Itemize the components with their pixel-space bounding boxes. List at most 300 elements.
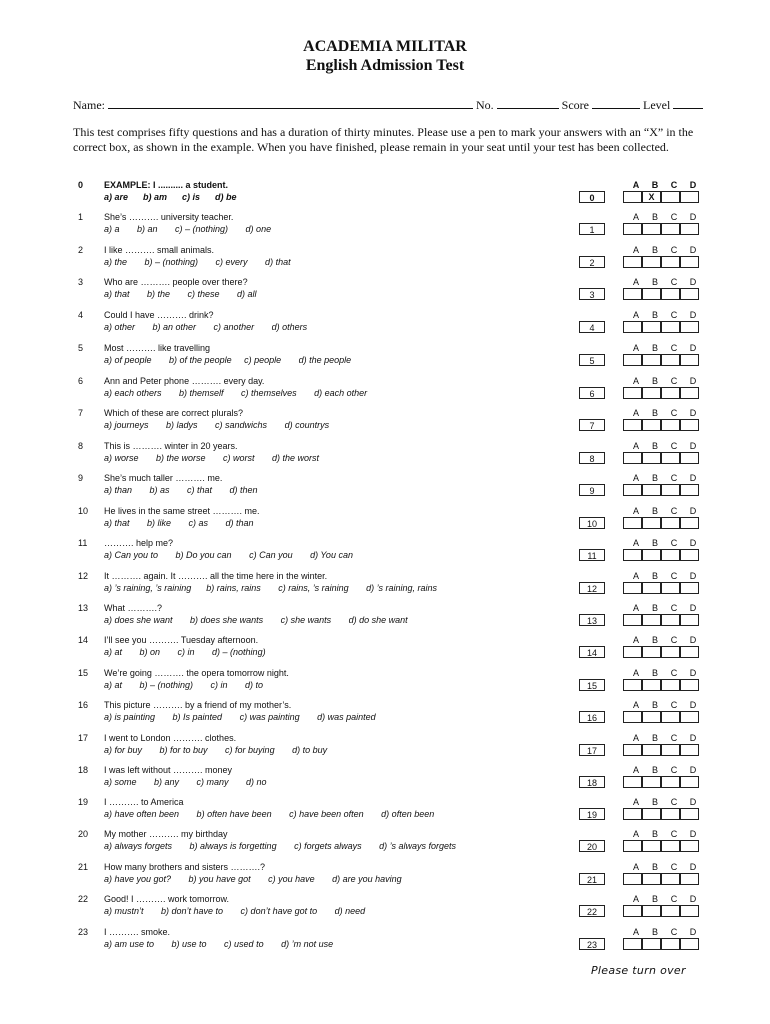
question-row xyxy=(0,829,770,859)
answer-letter: C xyxy=(670,408,678,418)
question-number-box: 13 xyxy=(579,614,605,626)
question-stem: ………. help me? xyxy=(104,538,174,548)
answer-box-c[interactable] xyxy=(661,614,680,626)
question-stem: I’ll see you ………. Tuesday afternoon. xyxy=(104,635,259,645)
question-number-box: 10 xyxy=(579,517,605,529)
answer-box-b[interactable] xyxy=(642,646,661,658)
answer-letter: D xyxy=(689,927,697,937)
answer-box-b[interactable] xyxy=(642,452,661,464)
answer-letter: B xyxy=(651,571,658,581)
answer-letter: C xyxy=(670,538,678,548)
answer-box-d[interactable] xyxy=(680,387,699,399)
answer-box-c[interactable] xyxy=(661,191,680,203)
answer-box-c[interactable] xyxy=(661,679,680,691)
answer-box-a[interactable] xyxy=(623,549,642,561)
question-row xyxy=(0,635,770,665)
answer-boxes xyxy=(623,938,699,950)
question-number-box: 8 xyxy=(579,452,605,464)
answer-letter: B xyxy=(651,180,659,190)
question-number-box: 7 xyxy=(579,419,605,431)
answer-letter: B xyxy=(651,310,658,320)
answer-options: a) each others b) themself c) themselves d) each other xyxy=(104,388,368,398)
turn-over-note: Please turn over xyxy=(591,964,686,977)
question-stem: She’s much taller ………. me. xyxy=(104,473,223,483)
question-stem: It ………. again. It ………. all the time here in the winter. xyxy=(104,571,328,581)
answer-options: a) journeys b) ladys c) sandwichs d) countrys xyxy=(104,420,330,430)
answer-letter: B xyxy=(651,797,658,807)
question-number: 23 xyxy=(78,927,89,937)
answer-letter: D xyxy=(689,700,697,710)
answer-boxes xyxy=(623,614,699,626)
question-row xyxy=(0,538,770,568)
question-row xyxy=(0,441,770,471)
answer-letter: D xyxy=(689,245,697,255)
answer-letter: C xyxy=(670,668,678,678)
question-number: 11 xyxy=(78,538,88,548)
answer-letter: B xyxy=(651,894,658,904)
answer-letters xyxy=(625,927,703,937)
answer-box-c[interactable] xyxy=(661,646,680,658)
answer-letter: A xyxy=(632,441,639,451)
answer-letter: D xyxy=(689,343,697,353)
answer-box-b[interactable] xyxy=(642,288,661,300)
answer-box-a[interactable] xyxy=(623,614,642,626)
answer-letter: D xyxy=(689,797,697,807)
answer-box-d[interactable] xyxy=(680,614,699,626)
question-row xyxy=(0,797,770,827)
question-number-box: 12 xyxy=(579,582,605,594)
answer-boxes xyxy=(623,223,699,235)
question-number: 19 xyxy=(78,797,89,807)
answer-boxes xyxy=(623,840,699,852)
answer-box-c[interactable] xyxy=(661,840,680,852)
answer-box-d[interactable] xyxy=(680,808,699,820)
question-row xyxy=(0,603,770,633)
answer-box-d[interactable] xyxy=(680,484,699,496)
question-number-box: 23 xyxy=(579,938,605,950)
answer-options: a) of people b) of the people c) people d) the people xyxy=(104,355,352,365)
answer-box-d[interactable] xyxy=(680,938,699,950)
answer-box-b[interactable] xyxy=(642,905,661,917)
answer-box-c[interactable] xyxy=(661,776,680,788)
answer-letter: A xyxy=(632,668,639,678)
answer-options: a) worse b) the worse c) worst d) the worst xyxy=(104,453,320,463)
answer-box-d[interactable] xyxy=(680,905,699,917)
answer-letter: C xyxy=(670,212,678,222)
question-number-box: 18 xyxy=(579,776,605,788)
answer-box-b[interactable] xyxy=(642,873,661,885)
answer-box-c[interactable] xyxy=(661,873,680,885)
answer-letter: A xyxy=(632,733,639,743)
question-stem: Who are ………. people over there? xyxy=(104,277,248,287)
answer-letter: D xyxy=(689,376,697,386)
question-number-box: 14 xyxy=(579,646,605,658)
answer-letter: C xyxy=(670,343,678,353)
answer-box-d[interactable] xyxy=(680,256,699,268)
answer-letter: B xyxy=(651,343,658,353)
answer-letter: B xyxy=(651,245,658,255)
answer-box-b[interactable] xyxy=(642,321,661,333)
question-number: 20 xyxy=(78,829,89,839)
question-row xyxy=(0,343,770,373)
question-row xyxy=(0,506,770,536)
answer-box-b[interactable] xyxy=(642,517,661,529)
answer-letter: A xyxy=(632,894,639,904)
answer-options: a) at b) – (nothing) c) in d) to xyxy=(104,680,264,690)
answer-box-c[interactable] xyxy=(661,288,680,300)
answer-letters xyxy=(625,797,703,807)
answer-box-b[interactable] xyxy=(642,484,661,496)
answer-letter: D xyxy=(689,894,697,904)
answer-letter: C xyxy=(670,245,678,255)
answer-boxes xyxy=(623,808,699,820)
answer-letter: C xyxy=(670,277,678,287)
answer-box-a[interactable] xyxy=(623,223,642,235)
answer-letter: D xyxy=(689,212,697,222)
answer-letters xyxy=(625,635,703,645)
answer-box-d[interactable] xyxy=(680,549,699,561)
question-number: 16 xyxy=(78,700,89,710)
question-number: 1 xyxy=(78,212,84,222)
answer-options: a) have often been b) often have been c) have been often d) often been xyxy=(104,809,435,819)
answer-letters xyxy=(625,343,703,353)
answer-box-b[interactable] xyxy=(642,679,661,691)
answer-boxes xyxy=(623,288,699,300)
question-number-box: 2 xyxy=(579,256,605,268)
answer-box-b[interactable] xyxy=(642,744,661,756)
answer-box-c[interactable] xyxy=(661,938,680,950)
answer-box-a[interactable] xyxy=(623,744,642,756)
answer-box-c[interactable] xyxy=(661,549,680,561)
answer-letters xyxy=(625,894,703,904)
answer-box-d[interactable] xyxy=(680,711,699,723)
question-row xyxy=(0,700,770,730)
answer-options: a) ’s raining, ’s raining b) rains, rains c) rains, ’s raining d) ’s raining, rains xyxy=(104,583,437,593)
answer-options: a) that b) the c) these d) all xyxy=(104,289,257,299)
answer-box-b[interactable] xyxy=(642,614,661,626)
answer-boxes xyxy=(623,549,699,561)
answer-boxes xyxy=(623,776,699,788)
answer-letter: D xyxy=(689,571,697,581)
answer-letters xyxy=(625,408,703,418)
question-number: 12 xyxy=(78,571,89,581)
answer-box-a[interactable] xyxy=(623,288,642,300)
answer-boxes xyxy=(623,517,699,529)
question-row xyxy=(0,212,770,242)
answer-box-d[interactable] xyxy=(680,744,699,756)
answer-letter: D xyxy=(689,180,697,190)
question-number: 3 xyxy=(78,277,84,287)
answer-letter: C xyxy=(670,733,678,743)
question-number-box: 6 xyxy=(579,387,605,399)
answer-letter: B xyxy=(651,376,658,386)
question-stem: I ………. to America xyxy=(104,797,184,807)
answer-boxes xyxy=(623,679,699,691)
answer-letter: A xyxy=(632,277,639,287)
answer-box-a[interactable] xyxy=(623,419,642,431)
answer-letter: C xyxy=(670,862,678,872)
answer-box-a[interactable] xyxy=(623,582,642,594)
answer-letter: D xyxy=(689,277,697,287)
question-stem: What ……….? xyxy=(104,603,163,613)
answer-box-b[interactable] xyxy=(642,582,661,594)
answer-letter: B xyxy=(651,765,658,775)
answer-letter: D xyxy=(689,506,697,516)
answer-letter: B xyxy=(651,473,658,483)
answer-box-c[interactable] xyxy=(661,256,680,268)
answer-box-b[interactable] xyxy=(642,711,661,723)
answer-letter: A xyxy=(632,473,639,483)
answer-boxes xyxy=(623,905,699,917)
answer-box-d[interactable] xyxy=(680,321,699,333)
answer-boxes xyxy=(623,582,699,594)
answer-letter: D xyxy=(689,668,697,678)
answer-letter: C xyxy=(670,700,678,710)
question-number: 2 xyxy=(78,245,84,255)
question-number: 13 xyxy=(78,603,89,613)
answer-box-c[interactable] xyxy=(661,321,680,333)
test-title: ACADEMIA MILITAR xyxy=(303,38,467,55)
question-stem: He lives in the same street ………. me. xyxy=(104,506,260,516)
answer-box-b[interactable] xyxy=(642,256,661,268)
answer-letter: B xyxy=(651,538,658,548)
answer-options: a) the b) – (nothing) c) every d) that xyxy=(104,257,291,267)
answer-letters xyxy=(625,212,703,222)
question-number: 22 xyxy=(78,894,89,904)
answer-letter: D xyxy=(689,733,697,743)
answer-box-d[interactable] xyxy=(680,840,699,852)
answer-letter: C xyxy=(670,765,678,775)
answer-box-d[interactable] xyxy=(680,223,699,235)
answer-letters xyxy=(625,538,703,548)
question-number: 10 xyxy=(78,506,89,516)
answer-box-c[interactable] xyxy=(661,582,680,594)
question-stem: Most ………. like travelling xyxy=(104,343,211,353)
question-stem: She’s ………. university teacher. xyxy=(104,212,234,222)
answer-box-c[interactable] xyxy=(661,419,680,431)
answer-box-a[interactable] xyxy=(623,808,642,820)
question-number: 9 xyxy=(78,473,84,483)
question-number: 6 xyxy=(78,376,84,386)
answer-box-b[interactable]: X xyxy=(642,191,661,203)
answer-options: a) is painting b) Is painted c) was painting d) was painted xyxy=(104,712,376,722)
question-number-box: 15 xyxy=(579,679,605,691)
answer-options: a) than b) as c) that d) then xyxy=(104,485,258,495)
answer-options: a) some b) any c) many d) no xyxy=(104,777,267,787)
answer-options: a) does she want b) does she wants c) she wants d) do she want xyxy=(104,615,408,625)
answer-letter: A xyxy=(632,765,639,775)
question-number: 14 xyxy=(78,635,89,645)
answer-box-a[interactable] xyxy=(623,776,642,788)
answer-letter: A xyxy=(632,212,639,222)
question-row xyxy=(0,765,770,795)
answer-box-c[interactable] xyxy=(661,223,680,235)
answer-box-b[interactable] xyxy=(642,419,661,431)
answer-box-a[interactable] xyxy=(623,452,642,464)
name-label: Name: xyxy=(73,98,105,112)
question-number-box: 20 xyxy=(579,840,605,852)
answer-letter: A xyxy=(632,797,639,807)
answer-letter: B xyxy=(651,277,658,287)
answer-letter: D xyxy=(689,635,697,645)
answer-box-a[interactable] xyxy=(623,321,642,333)
answer-letter: A xyxy=(632,571,639,581)
answer-letter: D xyxy=(689,473,697,483)
answer-box-b[interactable] xyxy=(642,223,661,235)
answer-boxes xyxy=(623,256,699,268)
answer-box-a[interactable] xyxy=(623,711,642,723)
answer-box-c[interactable] xyxy=(661,905,680,917)
question-stem: This picture ………. by a friend of my mother’s. xyxy=(104,700,292,710)
answer-letter: A xyxy=(632,829,639,839)
answer-letter: A xyxy=(632,700,639,710)
question-row xyxy=(0,571,770,601)
answer-box-c[interactable] xyxy=(661,744,680,756)
answer-box-a[interactable] xyxy=(623,905,642,917)
question-number-box: 19 xyxy=(579,808,605,820)
answer-box-d[interactable] xyxy=(680,679,699,691)
question-stem: My mother ………. my birthday xyxy=(104,829,228,839)
question-row xyxy=(0,277,770,307)
answer-box-a[interactable] xyxy=(623,679,642,691)
answer-box-c[interactable] xyxy=(661,808,680,820)
answer-letters xyxy=(625,376,703,386)
question-number: 5 xyxy=(78,343,84,353)
question-stem: We’re going ………. the opera tomorrow night. xyxy=(104,668,289,678)
answer-letter: C xyxy=(670,927,678,937)
answer-box-c[interactable] xyxy=(661,354,680,366)
answer-box-b[interactable] xyxy=(642,808,661,820)
question-row xyxy=(0,894,770,924)
question-stem: I went to London ………. clothes. xyxy=(104,733,237,743)
answer-box-c[interactable] xyxy=(661,711,680,723)
answer-box-b[interactable] xyxy=(642,840,661,852)
answer-letter: B xyxy=(651,668,658,678)
question-number-box: 16 xyxy=(579,711,605,723)
question-stem: EXAMPLE: I .......... a student. xyxy=(104,180,229,190)
question-row xyxy=(0,245,770,275)
answer-letter: A xyxy=(632,862,639,872)
answer-box-d[interactable] xyxy=(680,452,699,464)
answer-box-d[interactable] xyxy=(680,646,699,658)
answer-box-d[interactable] xyxy=(680,191,699,203)
question-stem: I like ………. small animals. xyxy=(104,245,215,255)
answer-box-d[interactable] xyxy=(680,776,699,788)
answer-box-d[interactable] xyxy=(680,873,699,885)
question-number-box: 11 xyxy=(579,549,605,561)
answer-letter: A xyxy=(632,408,639,418)
answer-boxes xyxy=(623,711,699,723)
answer-box-c[interactable] xyxy=(661,484,680,496)
answer-box-a[interactable] xyxy=(623,873,642,885)
answer-letter: B xyxy=(651,506,658,516)
answer-letters xyxy=(625,765,703,775)
answer-box-a[interactable] xyxy=(623,938,642,950)
answer-box-a[interactable] xyxy=(623,646,642,658)
answer-box-b[interactable] xyxy=(642,387,661,399)
answer-letter: D xyxy=(689,829,697,839)
answer-letter: B xyxy=(651,212,658,222)
answer-box-d[interactable] xyxy=(680,517,699,529)
answer-options: a) for buy b) for to buy c) for buying d) to buy xyxy=(104,745,328,755)
answer-letters xyxy=(625,733,703,743)
answer-boxes xyxy=(623,419,699,431)
answer-letter: A xyxy=(632,310,639,320)
answer-boxes xyxy=(623,873,699,885)
answer-box-d[interactable] xyxy=(680,354,699,366)
answer-box-d[interactable] xyxy=(680,419,699,431)
score-label: Score xyxy=(561,98,589,112)
answer-letter: B xyxy=(651,603,658,613)
answer-box-b[interactable] xyxy=(642,776,661,788)
answer-box-a[interactable] xyxy=(623,517,642,529)
answer-options: a) that b) like c) as d) than xyxy=(104,518,254,528)
answer-box-a[interactable] xyxy=(623,387,642,399)
answer-box-b[interactable] xyxy=(642,354,661,366)
answer-box-c[interactable] xyxy=(661,387,680,399)
answer-options: a) am use to b) use to c) used to d) ’m not use xyxy=(104,939,334,949)
answer-letter: B xyxy=(651,700,658,710)
answer-box-b[interactable] xyxy=(642,549,661,561)
question-stem: I was left without ………. money xyxy=(104,765,233,775)
answer-letter: B xyxy=(651,441,658,451)
question-number: 21 xyxy=(78,862,89,872)
answer-letters xyxy=(625,310,703,320)
question-number-box: 0 xyxy=(579,191,605,203)
answer-boxes xyxy=(623,354,699,366)
answer-box-b[interactable] xyxy=(642,938,661,950)
answer-letters xyxy=(625,506,703,516)
answer-letters xyxy=(625,829,703,839)
answer-box-a[interactable] xyxy=(623,840,642,852)
answer-box-d[interactable] xyxy=(680,288,699,300)
answer-options: a) always forgets b) always is forgetting c) forgets always d) ’s always forgets xyxy=(104,841,456,851)
question-row xyxy=(0,927,770,957)
answer-letter: C xyxy=(670,310,678,320)
instructions: This test comprises fifty questions and has a duration of thirty minutes. Please use a pen to mark your answers with an “X” in the correct box, as shown in the example. When you have finished, please remain in your seat until your test has been collected. xyxy=(73,125,694,154)
question-number: 4 xyxy=(78,310,84,320)
question-stem: This is ………. winter in 20 years. xyxy=(104,441,238,451)
answer-letter: A xyxy=(632,506,639,516)
answer-letter: D xyxy=(689,408,697,418)
answer-boxes xyxy=(623,321,699,333)
answer-boxes xyxy=(623,744,699,756)
answer-box-a[interactable] xyxy=(623,191,642,203)
answer-letter: C xyxy=(670,571,678,581)
answer-letter: C xyxy=(670,894,678,904)
question-stem: I ………. smoke. xyxy=(104,927,171,937)
answer-box-d[interactable] xyxy=(680,582,699,594)
answer-letter: D xyxy=(689,603,697,613)
answer-letter: D xyxy=(689,538,697,548)
answer-letters xyxy=(625,180,703,190)
answer-letter: A xyxy=(632,180,640,190)
answer-box-a[interactable] xyxy=(623,256,642,268)
answer-box-a[interactable] xyxy=(623,484,642,496)
answer-box-c[interactable] xyxy=(661,452,680,464)
question-stem: Which of these are correct plurals? xyxy=(104,408,244,418)
answer-box-c[interactable] xyxy=(661,517,680,529)
answer-box-a[interactable] xyxy=(623,354,642,366)
answer-letter: C xyxy=(670,506,678,516)
answer-letter: A xyxy=(632,635,639,645)
answer-letters xyxy=(625,862,703,872)
test-subtitle: English Admission Test xyxy=(305,57,465,74)
answer-letters xyxy=(625,277,703,287)
answer-letters xyxy=(625,441,703,451)
answer-options: a) have you got? b) you have got c) you have d) are you having xyxy=(104,874,402,884)
question-row xyxy=(0,473,770,503)
